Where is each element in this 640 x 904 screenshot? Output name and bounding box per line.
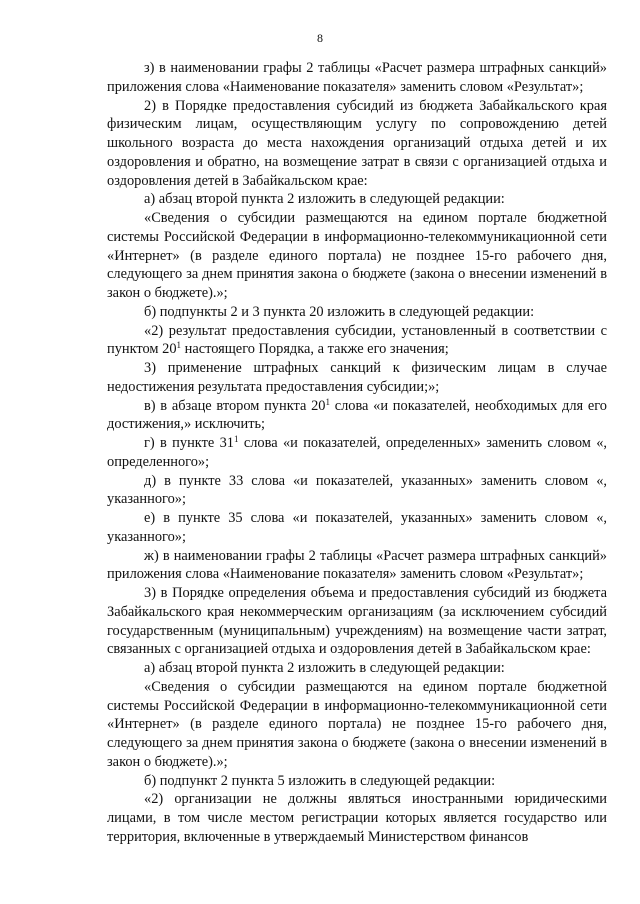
superscript: 1	[176, 340, 182, 351]
paragraph: д) в пункте 33 слова «и показателей, указанных» заменить словом «, указанного»;	[107, 472, 607, 508]
paragraph: 3) применение штрафных санкций к физическим лицам в случае недостижения результата предоставления субсидии;»;	[107, 360, 607, 395]
paragraph: «Сведения о субсидии размещаются на едином портале бюджетной системы Российской Федерации в информационно-телекоммуникационной сети «Интернет» (в разделе единого портала) не позднее 15-го рабочего дня, следующего за днем принятия закона о бюджете (закона о внесении изменений в закон о бюджете).»;	[107, 678, 607, 770]
paragraph	[107, 322, 607, 360]
superscript: 1	[234, 434, 239, 444]
paragraph-text: г) в пункте 31	[144, 435, 234, 451]
paragraph: б) подпункт 2 пункта 5 изложить в следующей редакции:	[144, 772, 496, 789]
paragraph: е) в пункте 35 слова «и показателей, указанных» заменить словом «, указанного»;	[107, 510, 607, 545]
paragraph-text: слова «и показателей, необходимых для его достижения,» исключить;	[107, 397, 607, 433]
paragraph: 2) в Порядке предоставления субсидий из бюджета Забайкальского края физическим лицам, осуществляющим услугу по сопровождению детей школьного возраста до места нахождения организаций отдыха детей и их оздоровления и обратно, на возмещение затрат в связи с организацией отдыха и оздоровления детей в Забайкальском крае:	[107, 97, 607, 189]
paragraph	[107, 397, 607, 435]
paragraph: з) в наименовании графы 2 таблицы «Расчет размера штрафных санкций» приложения слова «Наименование показателя» заменить словом «Результат»;	[107, 60, 607, 95]
superscript: 1	[325, 396, 330, 407]
paragraph: «Сведения о субсидии размещаются на едином портале бюджетной системы Российской Федерации в информационно-телекоммуникационной сети «Интернет» (в разделе единого портала) не позднее 15-го рабочего дня, следующего за днем принятия закона о бюджете (закона о внесении изменений в закон о бюджете).»;	[107, 210, 607, 301]
paragraph: а) абзац второй пункта 2 изложить в следующей редакции:	[144, 660, 505, 676]
paragraph: 3) в Порядке определения объема и предоставления субсидий из бюджета Забайкальского края некоммерческим организациям (за исключением субсидий государственным (муниципальным) учреждениям) на возмещение части затрат, связанных с организацией отдыха и оздоровления детей в Забайкальском крае:	[107, 585, 607, 658]
paragraph: ж) в наименовании графы 2 таблицы «Расчет размера штрафных санкций» приложения слова «Наименование показателя» заменить словом «Результат»;	[107, 547, 607, 583]
paragraph-text: «2) результат предоставления субсидии, установленный в соответствии с пунктом 20	[107, 322, 607, 358]
paragraph: «2) организации не должны являться иностранными юридическими лицами, в том числе местом регистрации которых является государство или территория, включенные в утверждаемый Министерством финансов	[107, 791, 607, 845]
document-body	[107, 59, 607, 847]
paragraph-text: в) в абзаце втором пункта 20	[144, 397, 326, 414]
page-number: 8	[317, 31, 323, 45]
paragraph: б) подпункты 2 и 3 пункта 20 изложить в следующей редакции:	[144, 303, 535, 320]
paragraph-text: настоящего Порядка, а также его значения;	[181, 341, 449, 358]
paragraph-text: слова «и показателей, определенных» заменить словом «, определенного»;	[107, 435, 608, 470]
paragraph	[107, 434, 607, 472]
paragraph: а) абзац второй пункта 2 изложить в следующей редакции:	[144, 191, 505, 208]
